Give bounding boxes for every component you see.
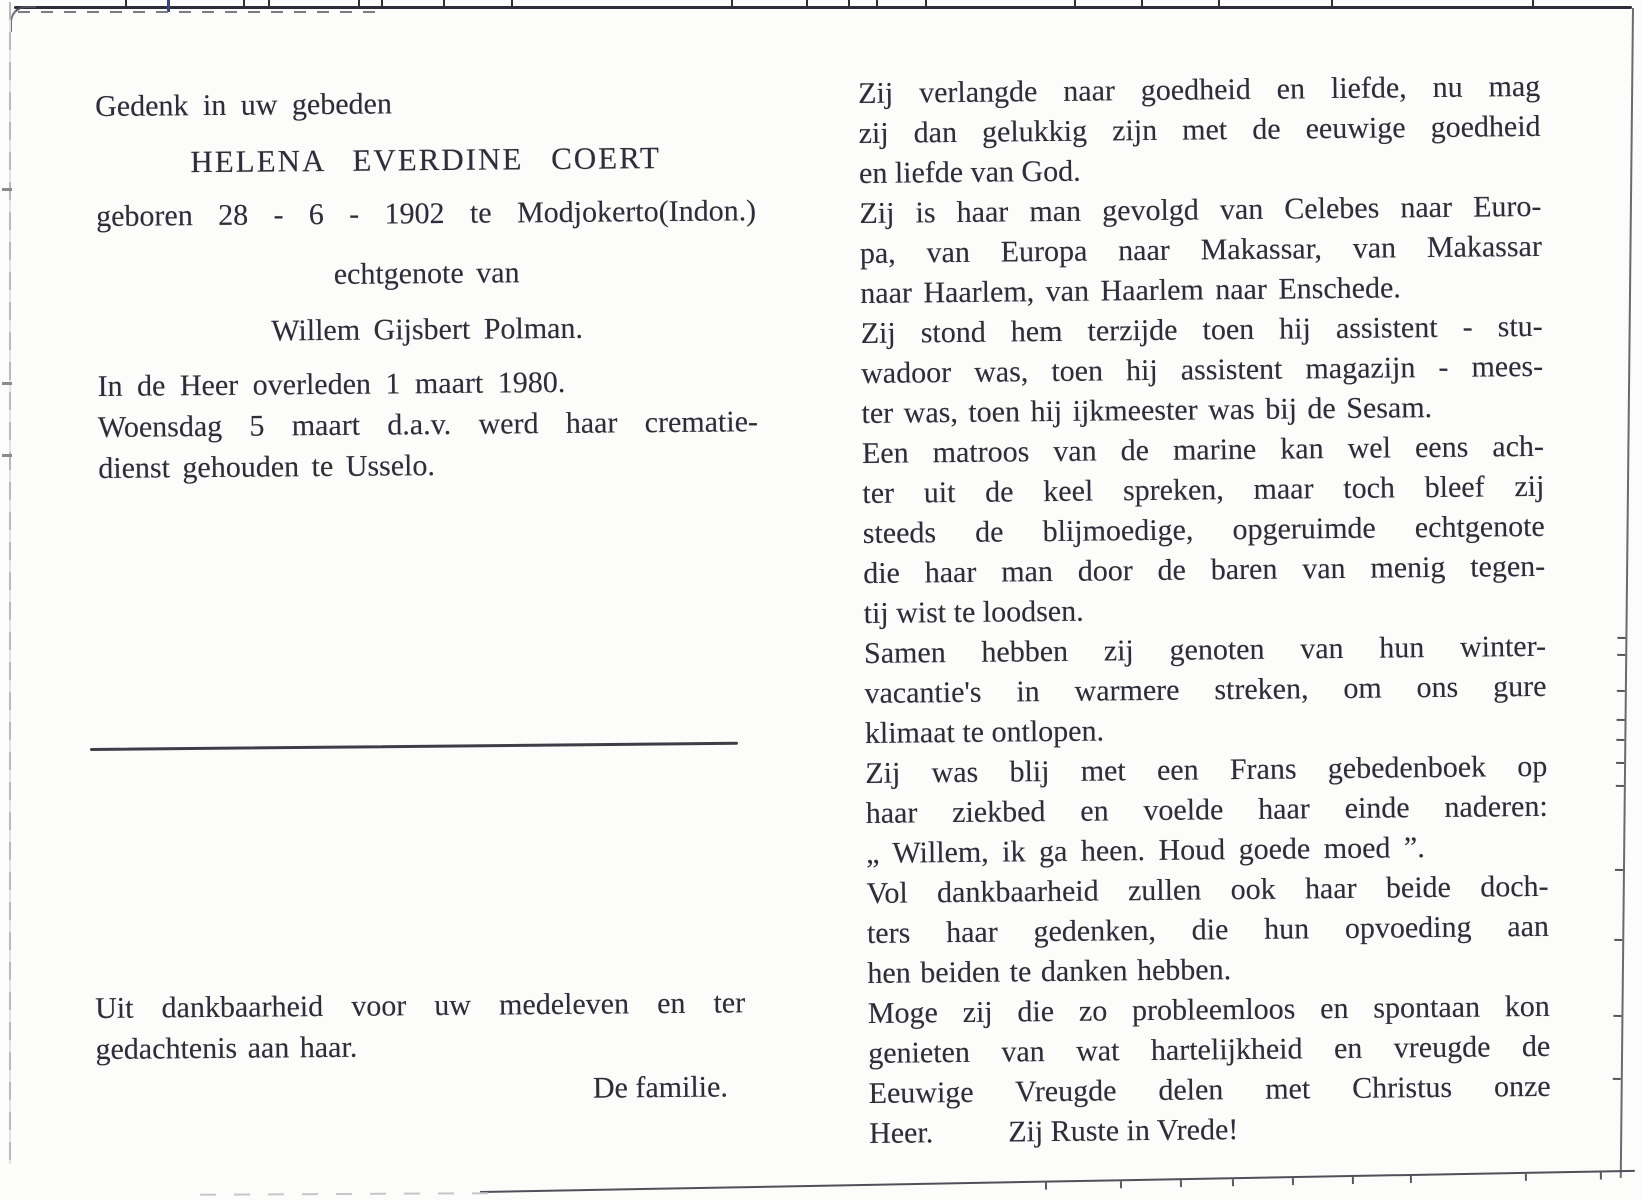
text-line: en liefde van God. bbox=[858, 154, 1081, 190]
scan-tick bbox=[1074, 0, 1076, 6]
text-line: dienst gehouden te Usselo. bbox=[98, 449, 436, 485]
scan-tick bbox=[511, 0, 513, 6]
scan-tick bbox=[1331, 0, 1333, 6]
scan-tick bbox=[1532, 0, 1534, 6]
text-line: Uit dankbaarheid voor uw medeleven en ter bbox=[95, 986, 746, 1025]
scan-tick bbox=[1617, 719, 1625, 721]
scan-tick bbox=[925, 0, 927, 6]
text-line: Samen hebben zij genoten van hun winter- bbox=[863, 629, 1547, 670]
text-line: Eeuwige Vreugde delen met Christus onze bbox=[868, 1069, 1551, 1110]
text-line: tij wist te loodsen. bbox=[863, 594, 1084, 630]
scan-edge-bottom-dashes bbox=[200, 1192, 490, 1196]
text-line: ters haar gedenken, die hun opvoeding aan bbox=[866, 909, 1550, 950]
scan-edge-top-dashes bbox=[18, 11, 383, 13]
right-page bbox=[858, 67, 1551, 1154]
scan-edge-bottom bbox=[480, 1170, 1635, 1193]
divider-rule bbox=[90, 742, 738, 751]
thanks-lines bbox=[95, 982, 746, 1070]
text-line: haar ziekbed en voelde haar einde naderen: bbox=[865, 789, 1548, 830]
text-line: zij dan gelukkig zijn met de eeuwige goedheid bbox=[858, 109, 1541, 150]
text-line: vacantie's in warmere streken, om ons gure bbox=[864, 669, 1547, 710]
scan-tick bbox=[1525, 1174, 1527, 1181]
text-line: ter was, toen hij ijkmeester was bij de Sesam. bbox=[861, 391, 1433, 430]
text-line: Moge zij die zo probleemloos en spontaan kon bbox=[867, 989, 1550, 1030]
scan-tick bbox=[1352, 1177, 1354, 1184]
scan-tick bbox=[1600, 1172, 1602, 1179]
text-line: Zij stond hem terzijde toen hij assistent - stu- bbox=[860, 309, 1543, 350]
scan-tick bbox=[876, 0, 878, 6]
scan-tick bbox=[1613, 1015, 1621, 1017]
scan-tick bbox=[381, 0, 383, 6]
scan-tick bbox=[1617, 637, 1625, 639]
scan-corner-top-left bbox=[10, 6, 36, 32]
text-line: In de Heer overleden 1 maart 1980. bbox=[97, 365, 566, 403]
scan-tick bbox=[1232, 1179, 1234, 1186]
scan-tick bbox=[443, 0, 445, 6]
text-line: „ Willem, ik ga heen. Houd goede moed ”. bbox=[865, 831, 1425, 870]
death-notice bbox=[97, 360, 758, 489]
scan-edge-left bbox=[9, 2, 11, 1164]
scan-tick bbox=[1616, 762, 1624, 764]
birth-line: geboren 28 - 6 - 1902 te Modjokerto(Indon.) bbox=[95, 194, 757, 233]
text-line: genieten van wat hartelijkheid en vreugde de bbox=[868, 1029, 1551, 1070]
scan-tick bbox=[848, 0, 850, 6]
scan-tick bbox=[1617, 690, 1625, 692]
scan-tick bbox=[2, 454, 12, 457]
scan-tick bbox=[1218, 0, 1220, 6]
text-line: Zij was blij met een Frans gebedenboek op bbox=[865, 749, 1548, 790]
scan-tick bbox=[1410, 1176, 1412, 1183]
text-line: Zij verlangde naar goedheid en liefde, nu mag bbox=[858, 69, 1541, 110]
text-line: gedachtenis aan haar. bbox=[95, 1030, 358, 1066]
intro-line: Gedenk in uw gebeden bbox=[95, 87, 393, 123]
text-line: steeds de blijmoedige, opgeruimde echtgenote bbox=[862, 509, 1545, 550]
spouse-name: Willem Gijsbert Polman. bbox=[271, 311, 584, 348]
scan-tick bbox=[268, 0, 270, 6]
scan-tick bbox=[243, 0, 245, 6]
scan-tick bbox=[731, 0, 733, 6]
text-line: Vol dankbaarheid zullen ook haar beide doch- bbox=[866, 869, 1549, 910]
scan-tick bbox=[2, 188, 12, 191]
scan-tick bbox=[2, 382, 12, 385]
text-line: wadoor was, toen hij assistent magazijn - mees- bbox=[860, 349, 1544, 390]
scan-tick bbox=[1120, 1181, 1122, 1188]
text-line: hen beiden te danken hebben. bbox=[867, 953, 1232, 990]
text-line: klimaat te ontlopen. bbox=[864, 714, 1105, 750]
left-page bbox=[95, 82, 758, 489]
scan-tick bbox=[1045, 1183, 1047, 1190]
scan-tick bbox=[1180, 1180, 1182, 1187]
text-line: Zij is haar man gevolgd van Celebes naar Euro- bbox=[859, 189, 1542, 230]
text-line: ter uit de keel spreken, maar toch bleef zij bbox=[862, 469, 1545, 510]
scan-tick bbox=[1141, 0, 1143, 6]
acknowledgement bbox=[95, 982, 746, 1113]
spouse-label: echtgenote van bbox=[333, 256, 520, 291]
scan-tick bbox=[358, 0, 360, 6]
scan-tick bbox=[125, 0, 127, 6]
scan-tick bbox=[1616, 785, 1624, 787]
scan-tick bbox=[1613, 1078, 1621, 1080]
scan-tick bbox=[1292, 1178, 1294, 1185]
text-line: die haar man door de baren van menig tegen- bbox=[863, 549, 1546, 590]
scan-edge-right bbox=[1620, 8, 1634, 1178]
scan-tick bbox=[1615, 869, 1623, 871]
text-line: Heer. Zij Ruste in Vrede! bbox=[868, 1113, 1239, 1150]
text-line: pa, van Europa naar Makassar, van Makassar bbox=[859, 229, 1543, 270]
scan-tick bbox=[1614, 939, 1622, 941]
signature: De familie. bbox=[592, 1070, 729, 1105]
text-line: Een matroos van de marine kan wel eens ach- bbox=[861, 429, 1545, 470]
deceased-name: HELENA EVERDINE COERT bbox=[190, 140, 662, 180]
scan-tick bbox=[1617, 654, 1625, 656]
scan-tick bbox=[806, 0, 808, 6]
scan-tick bbox=[1616, 739, 1624, 741]
text-line: Woensdag 5 maart d.a.v. werd haar crematie- bbox=[97, 405, 759, 444]
text-line: naar Haarlem, van Haarlem naar Enschede. bbox=[860, 271, 1401, 310]
scan-edge-top bbox=[14, 6, 1632, 9]
